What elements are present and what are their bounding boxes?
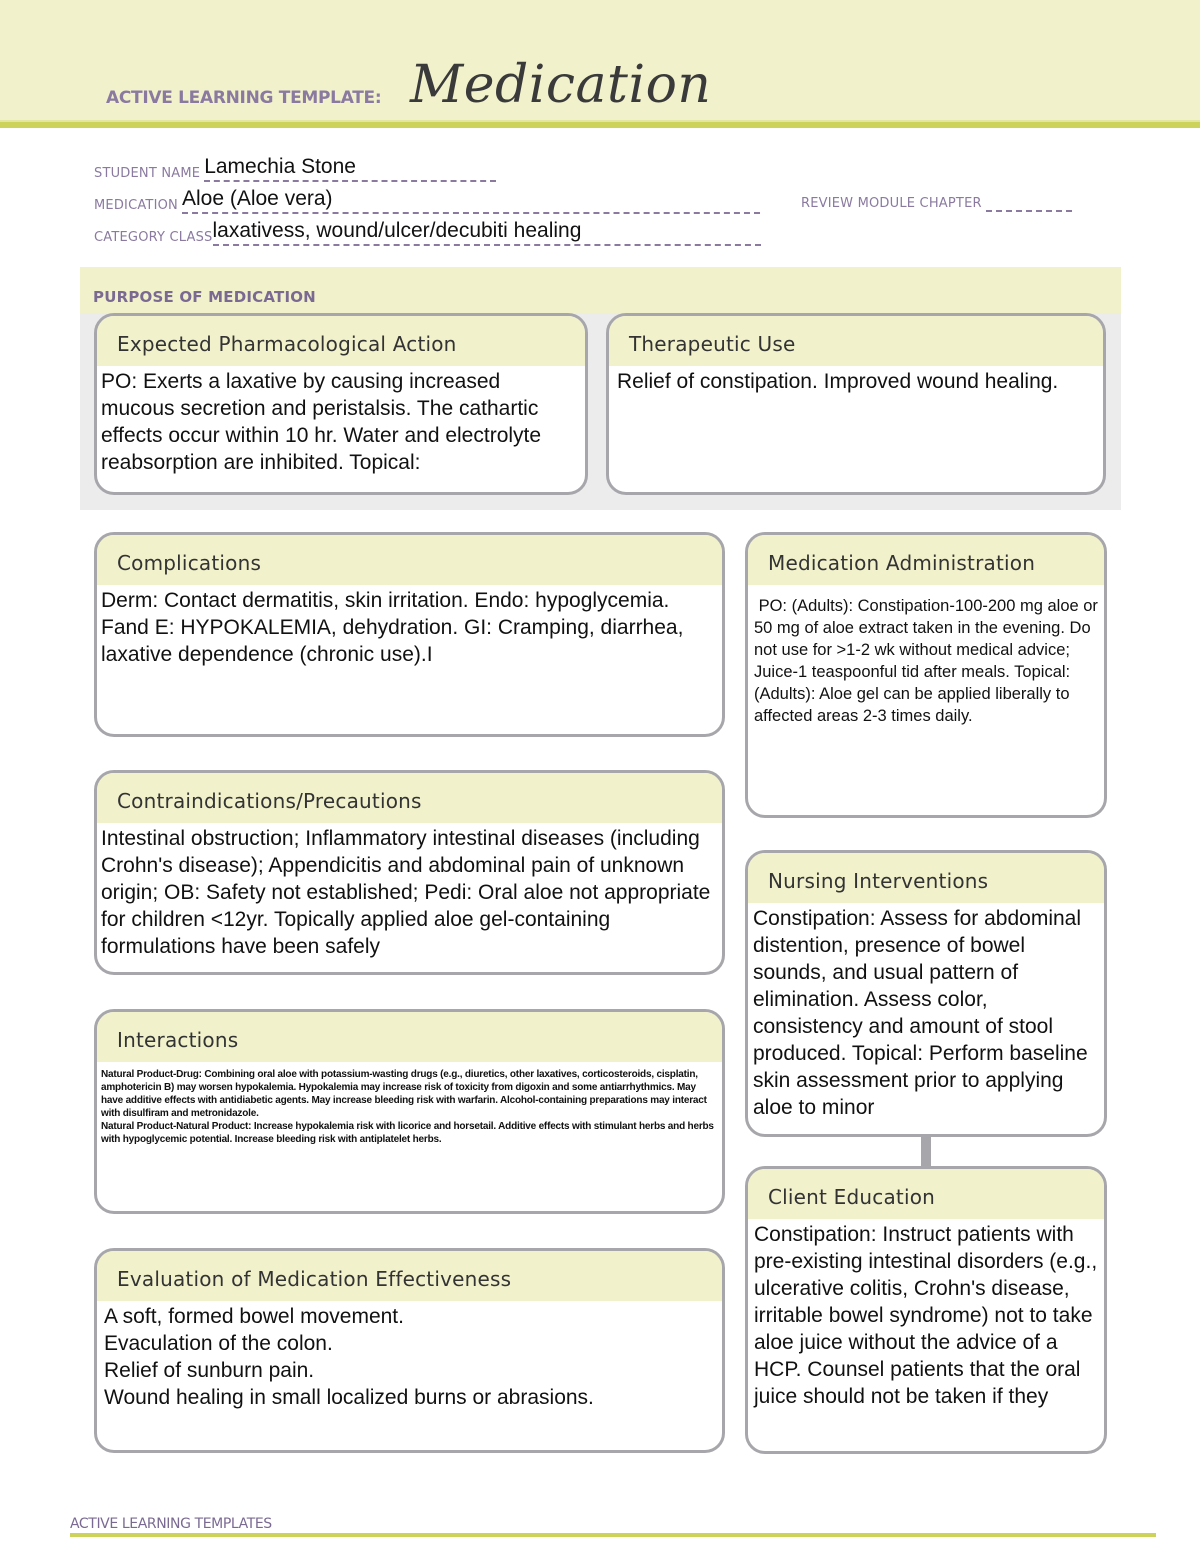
expected-action-heading: Expected Pharmacological Action xyxy=(97,316,585,366)
complications-card xyxy=(94,532,725,737)
contraindications-card xyxy=(94,770,725,975)
template-label: ACTIVE LEARNING TEMPLATE: xyxy=(106,88,382,108)
therapeutic-use-text[interactable]: Relief of constipation. Improved wound healing. xyxy=(617,370,1059,393)
review-module-row xyxy=(801,196,1072,212)
client-education-card xyxy=(745,1166,1107,1454)
evaluation-heading: Evaluation of Medication Effectiveness xyxy=(97,1251,722,1301)
student-name-row xyxy=(94,156,496,182)
connector-line xyxy=(921,1134,931,1168)
expected-action-card xyxy=(94,313,588,495)
client-education-heading: Client Education xyxy=(748,1169,1104,1219)
contraindications-text[interactable]: Intestinal obstruction; Inflammatory intestinal diseases (including Crohn's disease); Appendicitis and abdominal pain of unknown origin; OB: Safety not established; Pedi: Oral aloe not appropriate for children <12yr. Topically applied aloe gel-containing formulations have been safely xyxy=(101,827,711,958)
nursing-interventions-text[interactable]: Constipation: Assess for abdominal distention, presence of bowel sounds, and usual pattern of elimination. Assess color, consistency and amount of stool produced. Topical: Perform baseline skin assessment prior to applying aloe to minor xyxy=(753,907,1088,1119)
medication-administration-text[interactable]: PO: (Adults): Constipation-100-200 mg aloe or 50 mg of aloe extract taken in the evening. Do not use for >1-2 wk without medical advice; Juice-1 teaspoonful tid after meals. Topical: (Adults): Aloe gel can be applied liberally to affected areas 2-3 times daily. xyxy=(754,597,1103,725)
medication-label: MEDICATION xyxy=(94,198,178,213)
complications-text[interactable]: Derm: Contact dermatitis, skin irritation. Endo: hypoglycemia. Fand E: HYPOKALEMIA, dehydration. GI: Cramping, diarrhea, laxative dependence (chronic use).I xyxy=(101,589,684,666)
footer-label: ACTIVE LEARNING TEMPLATES xyxy=(70,1516,272,1532)
evaluation-text[interactable] xyxy=(97,1301,722,1411)
purpose-title: PURPOSE OF MEDICATION xyxy=(93,288,316,306)
therapeutic-use-heading: Therapeutic Use xyxy=(609,316,1103,366)
complications-heading: Complications xyxy=(97,535,722,585)
evaluation-line: Evaculation of the colon. xyxy=(104,1332,333,1355)
category-class-label: CATEGORY CLASS xyxy=(94,230,213,245)
interactions-heading: Interactions xyxy=(97,1012,722,1062)
contraindications-heading: Contraindications/Precautions xyxy=(97,773,722,823)
student-name-field[interactable]: Lamechia Stone xyxy=(204,156,496,182)
footer-rule xyxy=(70,1533,1156,1537)
interactions-paragraph-drug: Natural Product-Drug: Combining oral aloe with potassium-wasting drugs (e.g., diuretics, other laxatives, corticosteroids, cisplatin, amphotericin B) may worsen hypokalemia. Hypokalemia may increase risk of toxicity from digoxin and some antiarrhythmics. May have additive effects with antidiabetic agents. May increase bleeding risk with warfarin. Alcohol-containing preparations may interact with disulfiram and metronidazole. xyxy=(101,1069,707,1119)
interactions-card xyxy=(94,1009,725,1214)
evaluation-card xyxy=(94,1248,725,1453)
medication-row xyxy=(94,188,760,214)
medication-administration-heading: Medication Administration xyxy=(748,535,1104,585)
expected-action-text[interactable]: PO: Exerts a laxative by causing increased mucous secretion and peristalsis. The cathartic effects occur within 10 hr. Water and electrolyte reabsorption are inhibited. Topical: xyxy=(101,370,542,474)
evaluation-line: Wound healing in small localized burns or abrasions. xyxy=(104,1386,594,1409)
therapeutic-use-card xyxy=(606,313,1106,495)
student-name-label: STUDENT NAME xyxy=(94,166,201,181)
category-class-field[interactable]: laxativess, wound/ulcer/decubiti healing xyxy=(213,220,761,246)
review-module-field[interactable] xyxy=(986,198,1072,212)
nursing-interventions-heading: Nursing Interventions xyxy=(748,853,1104,903)
review-module-label: REVIEW MODULE CHAPTER xyxy=(801,196,982,211)
evaluation-line: A soft, formed bowel movement. xyxy=(104,1305,404,1328)
client-education-text[interactable]: Constipation: Instruct patients with pre-existing intestinal disorders (e.g., ulcerative colitis, Crohn's disease, irritable bowel syndrome) not to take aloe juice without the advice of a HCP. Counsel patients that the oral juice should not be taken if they xyxy=(754,1223,1098,1408)
medication-field[interactable]: Aloe (Aloe vera) xyxy=(182,188,760,214)
interactions-text[interactable] xyxy=(97,1062,722,1146)
nursing-interventions-card xyxy=(745,850,1107,1137)
page-title: Medication xyxy=(410,55,712,115)
purpose-header xyxy=(80,267,1121,313)
header-rule xyxy=(0,122,1200,128)
evaluation-line: Relief of sunburn pain. xyxy=(104,1359,315,1382)
medication-administration-card xyxy=(745,532,1107,818)
interactions-paragraph-natural: Natural Product-Natural Product: Increase hypokalemia risk with licorice and horsetail. Additive effects with stimulant herbs and herbs with hypoglycemic potential. Increase bleeding risk with antiplatelet herbs. xyxy=(101,1121,714,1145)
category-class-row xyxy=(94,220,761,246)
